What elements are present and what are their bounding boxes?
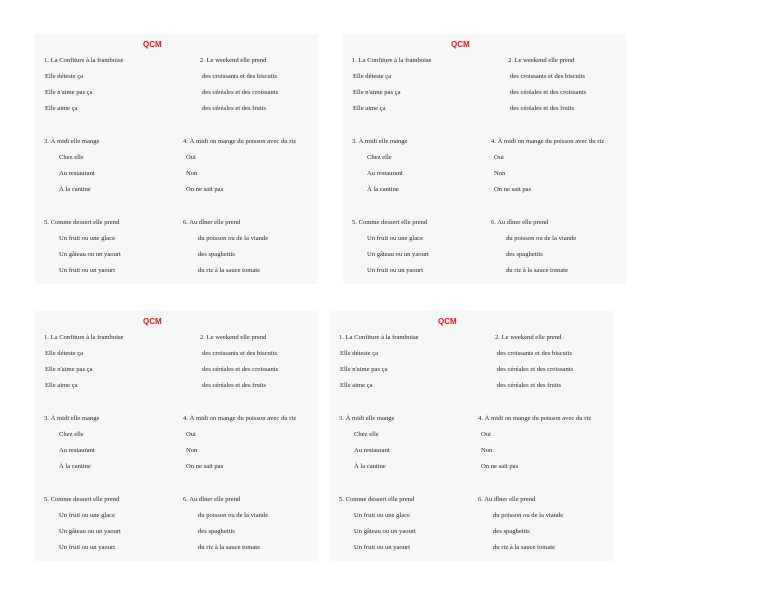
answer-option[interactable]: du riz à la sauce tomate (506, 267, 569, 274)
answer-option[interactable]: Elle aime ça (353, 105, 386, 112)
answer-option[interactable]: des spaghettis (198, 251, 235, 258)
answer-option[interactable]: Elle aime ça (45, 382, 78, 389)
answer-option[interactable]: Oui (186, 154, 196, 161)
answer-option[interactable]: du poisson ou de la viande (198, 235, 269, 242)
question-label: 5. Comme dessert elle prend (44, 219, 120, 226)
answer-option[interactable]: Elle aime ça (340, 382, 373, 389)
qcm-card (330, 311, 613, 561)
answer-option[interactable]: des céréales et des croissants (510, 89, 587, 96)
answer-option[interactable]: Oui (481, 431, 491, 438)
answer-option[interactable]: Non (481, 447, 493, 454)
answer-option[interactable]: Chez elle (367, 154, 392, 161)
answer-option[interactable]: des céréales et des fruits (510, 105, 575, 112)
answer-option[interactable]: Non (494, 170, 506, 177)
answer-option[interactable]: Un gâteau ou un yaourt (59, 251, 121, 258)
answer-option[interactable]: des céréales et des fruits (202, 105, 267, 112)
answer-option[interactable]: À la cantine (354, 463, 386, 470)
answer-option[interactable]: Elle n'aime pas ça (353, 89, 401, 96)
question-label: 5. Comme dessert elle prend (44, 496, 120, 503)
answer-option[interactable]: On ne sait pas (481, 463, 519, 470)
answer-option[interactable]: Un gâteau ou un yaourt (367, 251, 429, 258)
answer-option[interactable]: Oui (494, 154, 504, 161)
answer-option[interactable]: À la cantine (59, 463, 91, 470)
qcm-title: QCM (143, 317, 162, 326)
answer-option[interactable]: Non (186, 447, 198, 454)
qcm-title: QCM (451, 40, 470, 49)
qcm-card (35, 311, 318, 561)
question-label: 3. À midi elle mange (44, 138, 100, 145)
answer-option[interactable]: À la cantine (367, 186, 399, 193)
answer-option[interactable]: Chez elle (354, 431, 379, 438)
answer-option[interactable]: On ne sait pas (186, 463, 224, 470)
answer-option[interactable]: des spaghettis (493, 528, 530, 535)
question-label: 5. Comme dessert elle prend (339, 496, 415, 503)
question-label: 6. Au dîner elle prend (478, 496, 536, 503)
answer-option[interactable]: des céréales et des croissants (202, 89, 279, 96)
answer-option[interactable]: du poisson ou de la viande (493, 512, 564, 519)
answer-option[interactable]: du poisson ou de la viande (198, 512, 269, 519)
answer-option[interactable]: Un gâteau ou un yaourt (354, 528, 416, 535)
answer-option[interactable]: des croissants et des biscuits (510, 73, 586, 80)
answer-option[interactable]: Un fruit ou un yaourt (354, 544, 411, 551)
answer-option[interactable]: Elle aime ça (45, 105, 78, 112)
question-label: 2. Le weekend elle prend (200, 57, 267, 64)
question-label: 4. À midi on mange du poisson avec du riz (491, 138, 605, 145)
qcm-title: QCM (438, 317, 457, 326)
question-label: 3. À midi elle mange (352, 138, 408, 145)
answer-option[interactable]: Elle déteste ça (340, 350, 379, 357)
answer-option[interactable]: des croissants et des biscuits (497, 350, 573, 357)
question-label: 1. La Confiture à la framboise (44, 334, 124, 341)
question-label: 2. Le weekend elle prend (200, 334, 267, 341)
answer-option[interactable]: Un gâteau ou un yaourt (59, 528, 121, 535)
answer-option[interactable]: Elle n'aime pas ça (340, 366, 388, 373)
question-label: 1. La Confiture à la framboise (44, 57, 124, 64)
answer-option[interactable]: des céréales et des croissants (497, 366, 574, 373)
answer-option[interactable]: des céréales et des fruits (497, 382, 562, 389)
answer-option[interactable]: du riz à la sauce tomate (493, 544, 556, 551)
answer-option[interactable]: des céréales et des croissants (202, 366, 279, 373)
answer-option[interactable]: des croissants et des biscuits (202, 350, 278, 357)
answer-option[interactable]: Un fruit ou une glace (367, 235, 424, 242)
answer-option[interactable]: Elle déteste ça (353, 73, 392, 80)
answer-option[interactable]: Chez elle (59, 431, 84, 438)
question-label: 4. À midi on mange du poisson avec du riz (478, 415, 592, 422)
answer-option[interactable]: Chez elle (59, 154, 84, 161)
answer-option[interactable]: Un fruit ou une glace (59, 235, 116, 242)
answer-option[interactable]: Au restaurant (59, 170, 95, 177)
answer-option[interactable]: Elle déteste ça (45, 73, 84, 80)
qcm-title: QCM (143, 40, 162, 49)
question-label: 6. Au dîner elle prend (491, 219, 549, 226)
answer-option[interactable]: du poisson ou de la viande (506, 235, 577, 242)
answer-option[interactable]: Au restaurant (367, 170, 403, 177)
question-label: 6. Au dîner elle prend (183, 496, 241, 503)
question-label: 1. La Confiture à la framboise (339, 334, 419, 341)
answer-option[interactable]: Un fruit ou une glace (354, 512, 411, 519)
answer-option[interactable]: Au restaurant (354, 447, 390, 454)
answer-option[interactable]: Elle déteste ça (45, 350, 84, 357)
answer-option[interactable]: Oui (186, 431, 196, 438)
answer-option[interactable]: Elle n'aime pas ça (45, 89, 93, 96)
answer-option[interactable]: Un fruit ou un yaourt (59, 544, 116, 551)
question-label: 3. À midi elle mange (44, 415, 100, 422)
question-label: 4. À midi on mange du poisson avec du riz (183, 415, 297, 422)
answer-option[interactable]: Un fruit ou une glace (59, 512, 116, 519)
answer-option[interactable]: À la cantine (59, 186, 91, 193)
question-label: 3. À midi elle mange (339, 415, 395, 422)
question-label: 1. La Confiture à la framboise (352, 57, 432, 64)
answer-option[interactable]: Au restaurant (59, 447, 95, 454)
answer-option[interactable]: Un fruit ou un yaourt (367, 267, 424, 274)
answer-option[interactable]: du riz à la sauce tomate (198, 267, 261, 274)
answer-option[interactable]: des céréales et des fruits (202, 382, 267, 389)
answer-option[interactable]: des spaghettis (506, 251, 543, 258)
question-label: 4. À midi on mange du poisson avec du riz (183, 138, 297, 145)
answer-option[interactable]: Un fruit ou un yaourt (59, 267, 116, 274)
question-label: 5. Comme dessert elle prend (352, 219, 428, 226)
answer-option[interactable]: On ne sait pas (186, 186, 224, 193)
qcm-card (35, 34, 318, 284)
question-label: 6. Au dîner elle prend (183, 219, 241, 226)
answer-option[interactable]: des croissants et des biscuits (202, 73, 278, 80)
qcm-card (343, 34, 626, 284)
answer-option[interactable]: Elle n'aime pas ça (45, 366, 93, 373)
answer-option[interactable]: du riz à la sauce tomate (198, 544, 261, 551)
answer-option[interactable]: On ne sait pas (494, 186, 532, 193)
question-label: 2. Le weekend elle prend (508, 57, 575, 64)
answer-option[interactable]: Non (186, 170, 198, 177)
answer-option[interactable]: des spaghettis (198, 528, 235, 535)
question-label: 2. Le weekend elle prend (495, 334, 562, 341)
